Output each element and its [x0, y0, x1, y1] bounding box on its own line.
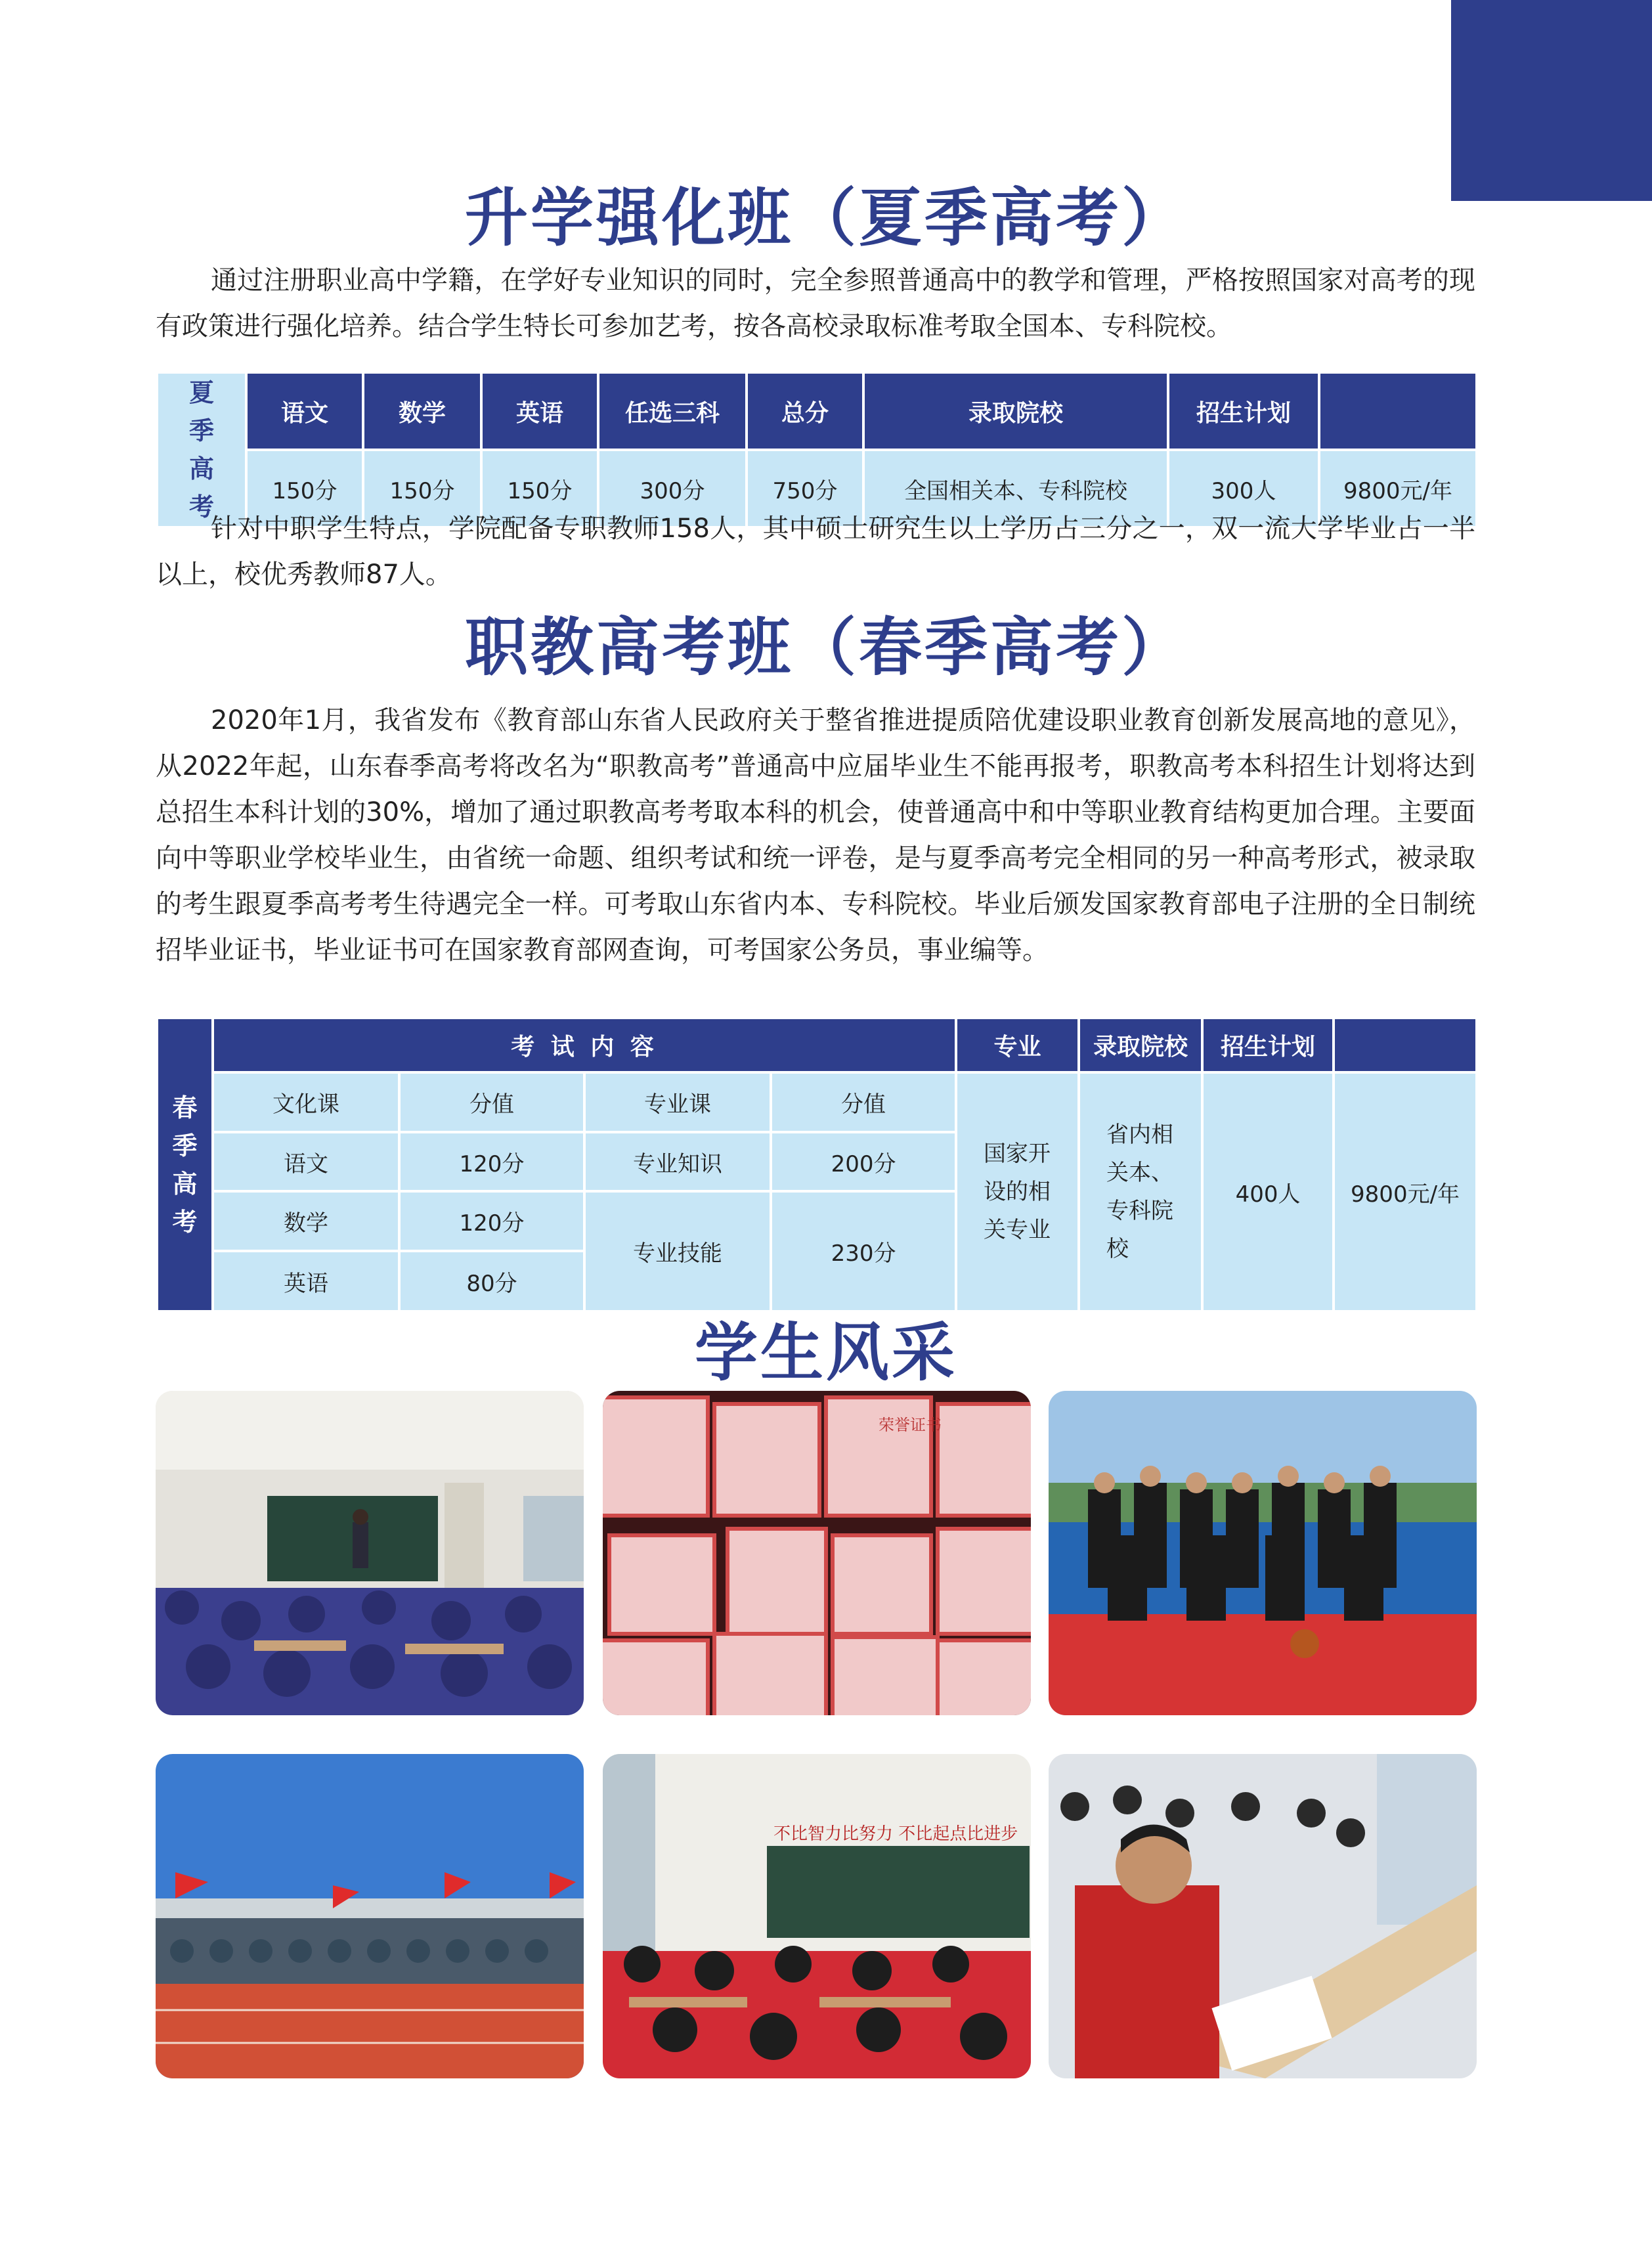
- spring-intro-paragraph: 2020年1月，我省发布《教育部山东省人民政府关于整省推进提质陪优建设职业教育创新发展高地的意见》，从2022年起，山东春季高考将改名为“职教高考”普通高中应届毕业生不能再报考，职教高考本科招生计划将达到总招生本科计划的30%，增加了通过职教高考考取本科的机会，使普通高中和中等职业教育结构更加合理。主要面向中等职业学校毕业生，由省统一命题、组织考试和统一评卷，是与夏季高考完全相同的另一种高考形式，被录取的考生跟夏季高考考生待遇完全一样。可考取山东省内本、专科院校。毕业后颁发国家教育部电子注册的全日制统招毕业证书，毕业证书可在国家教育部网查询，可考国家公务员，事业编等。: [156, 705, 1475, 965]
- spring-header-exam-content: 考 试 内 容: [213, 1018, 956, 1072]
- summer-exam-table: [156, 371, 1478, 529]
- summer-cell-colleges: 全国相关本、专科院校: [863, 450, 1168, 527]
- spring-subheader-culture: 文化课: [213, 1072, 399, 1132]
- summer-cell-three-subjects: 300分: [598, 450, 747, 527]
- spring-header-fee: [1334, 1018, 1477, 1072]
- summer-header-colleges: 录取院校: [863, 372, 1168, 450]
- photo-honor-certificates: [603, 1391, 1031, 1715]
- spring-header-college: 录取院校: [1079, 1018, 1202, 1072]
- spring-header-plan: 招生计划: [1202, 1018, 1334, 1072]
- summer-header-chinese: 语文: [246, 372, 363, 450]
- spring-professional-course-skill: 专业技能: [584, 1191, 771, 1311]
- spring-culture-course-english: 英语: [213, 1251, 399, 1311]
- photo-military-training: [156, 1754, 584, 2078]
- spring-subheader-culture-score: 分值: [399, 1072, 584, 1132]
- spring-side-label: 春季高考: [157, 1018, 213, 1311]
- summer-cell-fee: 9800元/年: [1319, 450, 1477, 527]
- photo-students-studying: [603, 1754, 1031, 2078]
- summer-header-english: 英语: [481, 372, 598, 450]
- certificate-caption: 荣誉证书: [879, 1416, 942, 1434]
- spring-culture-course-math: 数学: [213, 1191, 399, 1251]
- spring-culture-score-math: 120分: [399, 1191, 584, 1251]
- summer-side-label: 夏季高考: [157, 372, 246, 527]
- spring-exam-table: [156, 1017, 1478, 1313]
- spring-header-major: 专业: [956, 1018, 1079, 1072]
- spring-culture-score-chinese: 120分: [399, 1132, 584, 1191]
- spring-professional-course-knowledge: 专业知识: [584, 1132, 771, 1191]
- spring-cell-fee: 9800元/年: [1334, 1072, 1477, 1311]
- summer-header-fee: [1319, 372, 1477, 450]
- summer-cell-plan: 300人: [1168, 450, 1319, 527]
- section-title-summer: 升学强化班（夏季高考）: [465, 181, 1187, 255]
- spring-cell-major: 国家开设的相关专业: [956, 1072, 1079, 1311]
- slogan-caption: 不比智力比努力 不比起点比进步: [773, 1824, 1018, 1844]
- summer-cell-english: 150分: [481, 450, 598, 527]
- summer-intro-paragraph: 通过注册职业高中学籍，在学好专业知识的同时，完全参照普通高中的教学和管理，严格按照国家对高考的现有政策进行强化培养。结合学生特长可参加艺考，按各高校录取标准考取全国本、专科院校。: [156, 265, 1475, 341]
- spring-professional-score-skill: 230分: [771, 1191, 956, 1311]
- spring-culture-course-chinese: 语文: [213, 1132, 399, 1191]
- spring-culture-score-english: 80分: [399, 1251, 584, 1311]
- section-title-students: 学生风采: [695, 1316, 957, 1390]
- spring-subheader-professional: 专业课: [584, 1072, 771, 1132]
- section-title-spring: 职教高考班（春季高考）: [465, 611, 1187, 684]
- summer-header-three-subjects: 任选三科: [598, 372, 747, 450]
- summer-header-total: 总分: [747, 372, 863, 450]
- summer-header-math: 数学: [363, 372, 481, 450]
- spring-subheader-professional-score: 分值: [771, 1072, 956, 1132]
- summer-cell-total: 750分: [747, 450, 863, 527]
- spring-professional-score-knowledge: 200分: [771, 1132, 956, 1191]
- spring-cell-plan: 400人: [1202, 1072, 1334, 1311]
- photo-classroom-lecture: [156, 1391, 584, 1715]
- spring-cell-college: 省内相关本、专科院校: [1079, 1072, 1202, 1311]
- photo-exam-hall: [1049, 1754, 1477, 2078]
- corner-decoration: [1451, 0, 1652, 201]
- teacher-note-paragraph: 针对中职学生特点，学院配备专职教师158人，其中硕士研究生以上学历占三分之一，双一流大学毕业占一半以上，校优秀教师87人。: [156, 514, 1475, 590]
- photo-basketball-team: [1049, 1391, 1477, 1715]
- summer-cell-math: 150分: [363, 450, 481, 527]
- summer-cell-chinese: 150分: [246, 450, 363, 527]
- summer-header-plan: 招生计划: [1168, 372, 1319, 450]
